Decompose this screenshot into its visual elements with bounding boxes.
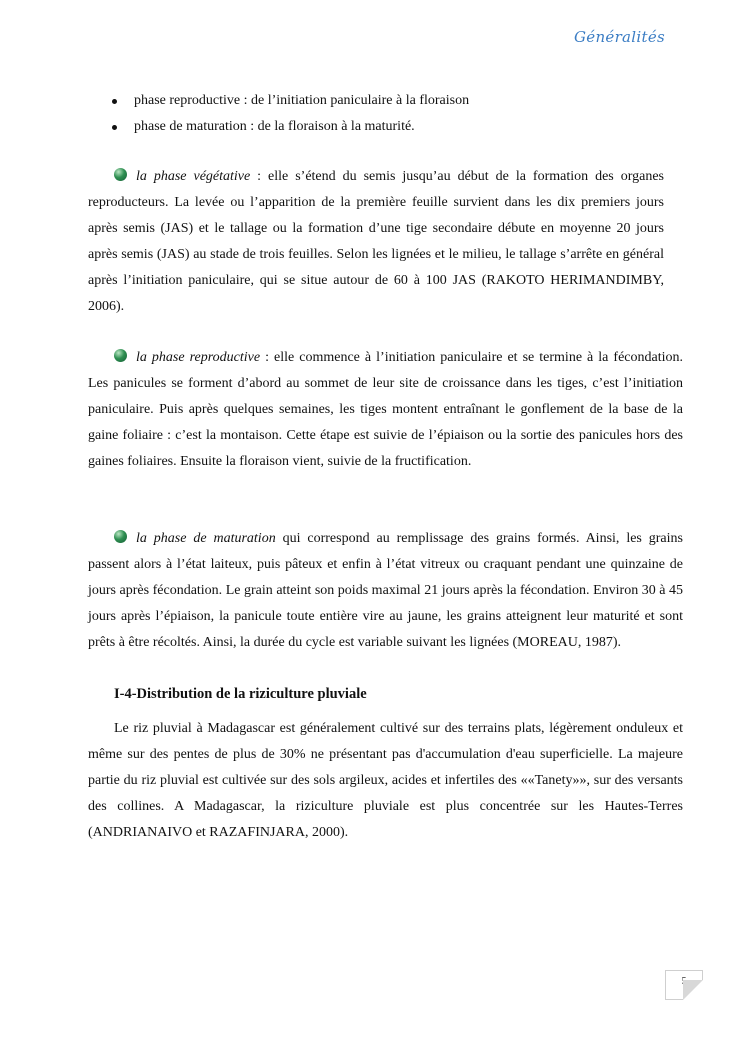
- globe-icon: [114, 349, 127, 362]
- phase-text: qui correspond au remplissage des grains formés. Ainsi, les grains passent alors à l’état laiteux, puis pâteux et enfin à l’état vitreux ou craquant pendant une quinzaine de jours après fécondation. Le grain atteint son poids maximal 21 jours après la fécondation. Environ 30 à 45 jours après l’épiaison, la panicule toute entière vire au jaune, les grains atteignent leur maturité et sont prêts à être récoltés. Ainsi, la durée du cycle est variable suivant les lignées (MOREAU, 1987).: [88, 531, 683, 650]
- bullet-text: phase reproductive : de l’initiation paniculaire à la floraison: [134, 93, 470, 108]
- bullet-list: [112, 88, 672, 140]
- globe-icon: [114, 168, 127, 181]
- section-paragraph: Le riz pluvial à Madagascar est généralement cultivé sur des terrains plats, légèrement onduleux et même sur des pentes de plus de 30% ne présentant pas d'accumulation d'eau superficielle. La majeure partie du riz pluvial est cultivée sur des sols argileux, acides et infertiles des ««Tanety»», sur des versants des collines. A Madagascar, la riziculture pluviale est plus concentrée sur les Hautes-Terres (ANDRIANAIVO et RAZAFINJARA, 2000).: [88, 721, 683, 840]
- page-number: 5: [681, 976, 687, 987]
- phase-vegetative-paragraph: [88, 164, 664, 320]
- phase-maturation-paragraph: [88, 526, 683, 656]
- page-number-box: [665, 970, 703, 1000]
- phase-name: la phase végétative: [136, 169, 251, 184]
- bullet-dot-icon: [112, 125, 117, 130]
- page-header-title: Généralités: [573, 28, 665, 46]
- section-heading: I-4-Distribution de la riziculture pluviale: [114, 686, 367, 702]
- globe-icon: [114, 530, 127, 543]
- bullet-text: phase de maturation : de la floraison à la maturité.: [134, 119, 415, 134]
- phase-text: : elle s’étend du semis jusqu’au début de la formation des organes reproducteurs. La levée ou l’apparition de la première feuille survient dans les dix premiers jours après semis (JAS) et le tallage ou la formation d’une tige secondaire débute en moyenne 20 jours après semis (JAS) au stade de trois feuilles. Selon les lignées et le milieu, le tallage s’arrête en général après l’initiation paniculaire, qui se situe autour de 60 à 100 JAS (RAKOTO HERIMANDIMBY, 2006).: [88, 169, 664, 314]
- list-item: [112, 88, 672, 114]
- bullet-dot-icon: [112, 99, 117, 104]
- list-item: [112, 114, 672, 140]
- phase-name: la phase de maturation: [136, 531, 276, 546]
- phase-text: : elle commence à l’initiation paniculaire et se termine à la fécondation. Les panicules se forment d’abord au sommet de leur site de croissance dans les tiges, c’est l’initiation paniculaire. Puis après quelques semaines, les tiges montent entraînant le gonflement de la base de la gaine foliaire : c’est la montaison. Cette étape est suivie de l’épiaison ou la sortie des panicules hors des gaines foliaires. Ensuite la floraison vient, suivie de la fructification.: [88, 350, 683, 469]
- phase-name: la phase reproductive: [136, 350, 261, 365]
- phase-reproductive-paragraph: [88, 345, 683, 475]
- page-fold-icon: [683, 980, 703, 1000]
